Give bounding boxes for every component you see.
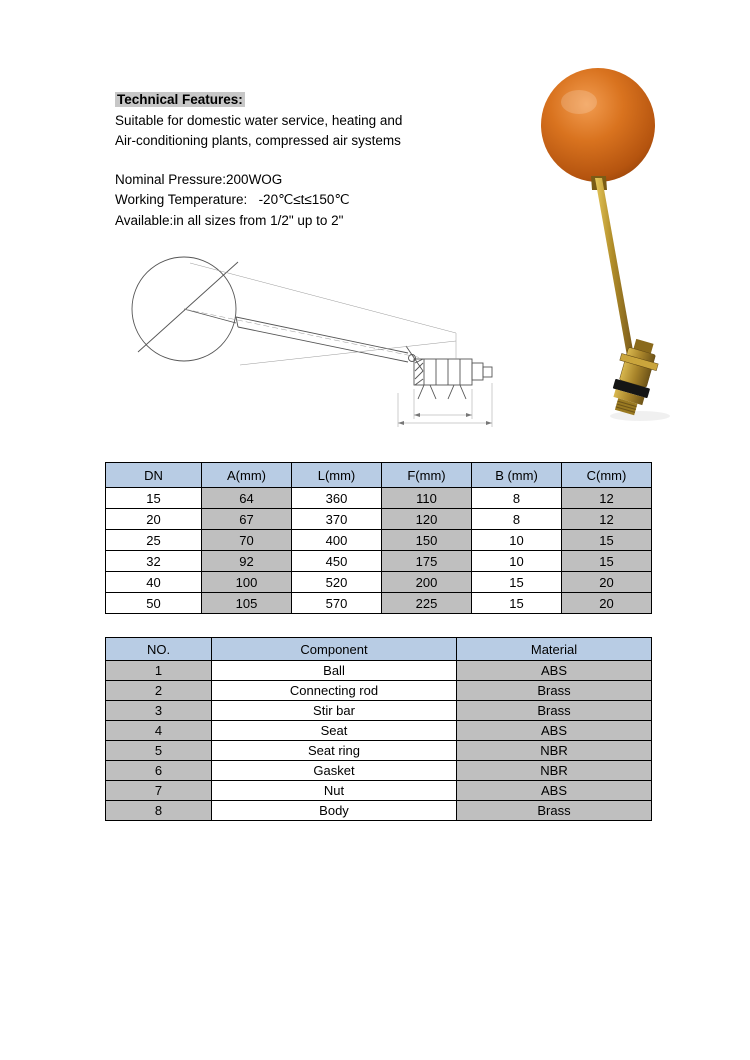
table-cell: 150 [382, 530, 472, 551]
table-cell: 7 [106, 781, 212, 801]
table-row [106, 741, 652, 761]
technical-drawing [112, 233, 504, 435]
table-cell: Brass [457, 701, 652, 721]
table-cell: 64 [202, 488, 292, 509]
table-row [106, 530, 652, 551]
table-cell: 6 [106, 761, 212, 781]
drawing-connecting-rod [236, 317, 408, 362]
table-cell: 40 [106, 572, 202, 593]
table-cell: Stir bar [212, 701, 457, 721]
table-cell: 175 [382, 551, 472, 572]
component-table [105, 637, 652, 821]
table-cell: 5 [106, 741, 212, 761]
drawing-dimension-lines [190, 263, 492, 427]
table-cell: 15 [472, 572, 562, 593]
table-row [106, 801, 652, 821]
table-header-row [106, 463, 652, 488]
table-row [106, 488, 652, 509]
table-cell: 225 [382, 593, 472, 614]
available-sizes-text: Available:in all sizes from 1/2" up to 2" [115, 212, 344, 228]
table-cell: 15 [472, 593, 562, 614]
column-header: DN [106, 463, 202, 488]
table-cell: 10 [472, 551, 562, 572]
table-cell: Seat ring [212, 741, 457, 761]
column-header: Component [212, 638, 457, 661]
table-cell: 400 [292, 530, 382, 551]
table-cell: 570 [292, 593, 382, 614]
table-cell: 70 [202, 530, 292, 551]
table-cell: 520 [292, 572, 382, 593]
table-cell: 450 [292, 551, 382, 572]
table-header-row [106, 638, 652, 661]
drawing-valve-body [414, 359, 492, 399]
table-cell: 4 [106, 721, 212, 741]
column-header: L(mm) [292, 463, 382, 488]
table-cell: 50 [106, 593, 202, 614]
table-cell: 20 [562, 593, 652, 614]
section-heading [115, 90, 402, 111]
product-photo [505, 58, 695, 423]
column-header: Material [457, 638, 652, 661]
column-header: B (mm) [472, 463, 562, 488]
table-cell: NBR [457, 761, 652, 781]
table-cell: 20 [562, 572, 652, 593]
column-header: A(mm) [202, 463, 292, 488]
features-line-1: Suitable for domestic water service, heating and [115, 112, 403, 128]
table-cell: Seat [212, 721, 457, 741]
table-row [106, 551, 652, 572]
table-cell: 15 [562, 551, 652, 572]
features-line-2: Air-conditioning plants, compressed air systems [115, 133, 401, 148]
table-cell: 67 [202, 509, 292, 530]
table-cell: Nut [212, 781, 457, 801]
table-cell: NBR [457, 741, 652, 761]
table-cell: 12 [562, 509, 652, 530]
table-cell: 105 [202, 593, 292, 614]
column-header: NO. [106, 638, 212, 661]
table-cell: 92 [202, 551, 292, 572]
table-row [106, 572, 652, 593]
dimension-table [105, 462, 652, 614]
table-row [106, 701, 652, 721]
table-cell: 15 [106, 488, 202, 509]
table-cell: 360 [292, 488, 382, 509]
table-cell: Body [212, 801, 457, 821]
table-cell: 20 [106, 509, 202, 530]
table-cell: 3 [106, 701, 212, 721]
table-cell: Connecting rod [212, 681, 457, 701]
working-temperature-text: Working Temperature: -20℃≤t≤150℃ [115, 192, 350, 207]
table-cell: 110 [382, 488, 472, 509]
table-cell: Brass [457, 801, 652, 821]
table-row [106, 681, 652, 701]
table-row [106, 781, 652, 801]
table-cell: Brass [457, 681, 652, 701]
section-heading-text: Technical Features: [117, 92, 243, 107]
table-cell: ABS [457, 721, 652, 741]
valve-body [606, 336, 663, 418]
table-cell: 12 [562, 488, 652, 509]
table-cell: 8 [472, 509, 562, 530]
technical-features-section [115, 90, 402, 231]
table-row [106, 761, 652, 781]
column-header: F(mm) [382, 463, 472, 488]
table-cell: ABS [457, 781, 652, 801]
table-cell: ABS [457, 661, 652, 681]
table-cell: 10 [472, 530, 562, 551]
table-cell: 100 [202, 572, 292, 593]
table-cell: Ball [212, 661, 457, 681]
table-cell: 1 [106, 661, 212, 681]
table-row [106, 593, 652, 614]
table-cell: 2 [106, 681, 212, 701]
table-row [106, 661, 652, 681]
column-header: C(mm) [562, 463, 652, 488]
table-cell: 370 [292, 509, 382, 530]
table-cell: 25 [106, 530, 202, 551]
table-cell: 15 [562, 530, 652, 551]
table-cell: Gasket [212, 761, 457, 781]
connecting-rod [591, 176, 634, 356]
table-cell: 8 [472, 488, 562, 509]
table-cell: 120 [382, 509, 472, 530]
table-row [106, 509, 652, 530]
table-cell: 200 [382, 572, 472, 593]
float-ball [541, 68, 655, 182]
table-row [106, 721, 652, 741]
table-cell: 32 [106, 551, 202, 572]
table-cell: 8 [106, 801, 212, 821]
nominal-pressure-text: Nominal Pressure:200WOG [115, 171, 283, 187]
